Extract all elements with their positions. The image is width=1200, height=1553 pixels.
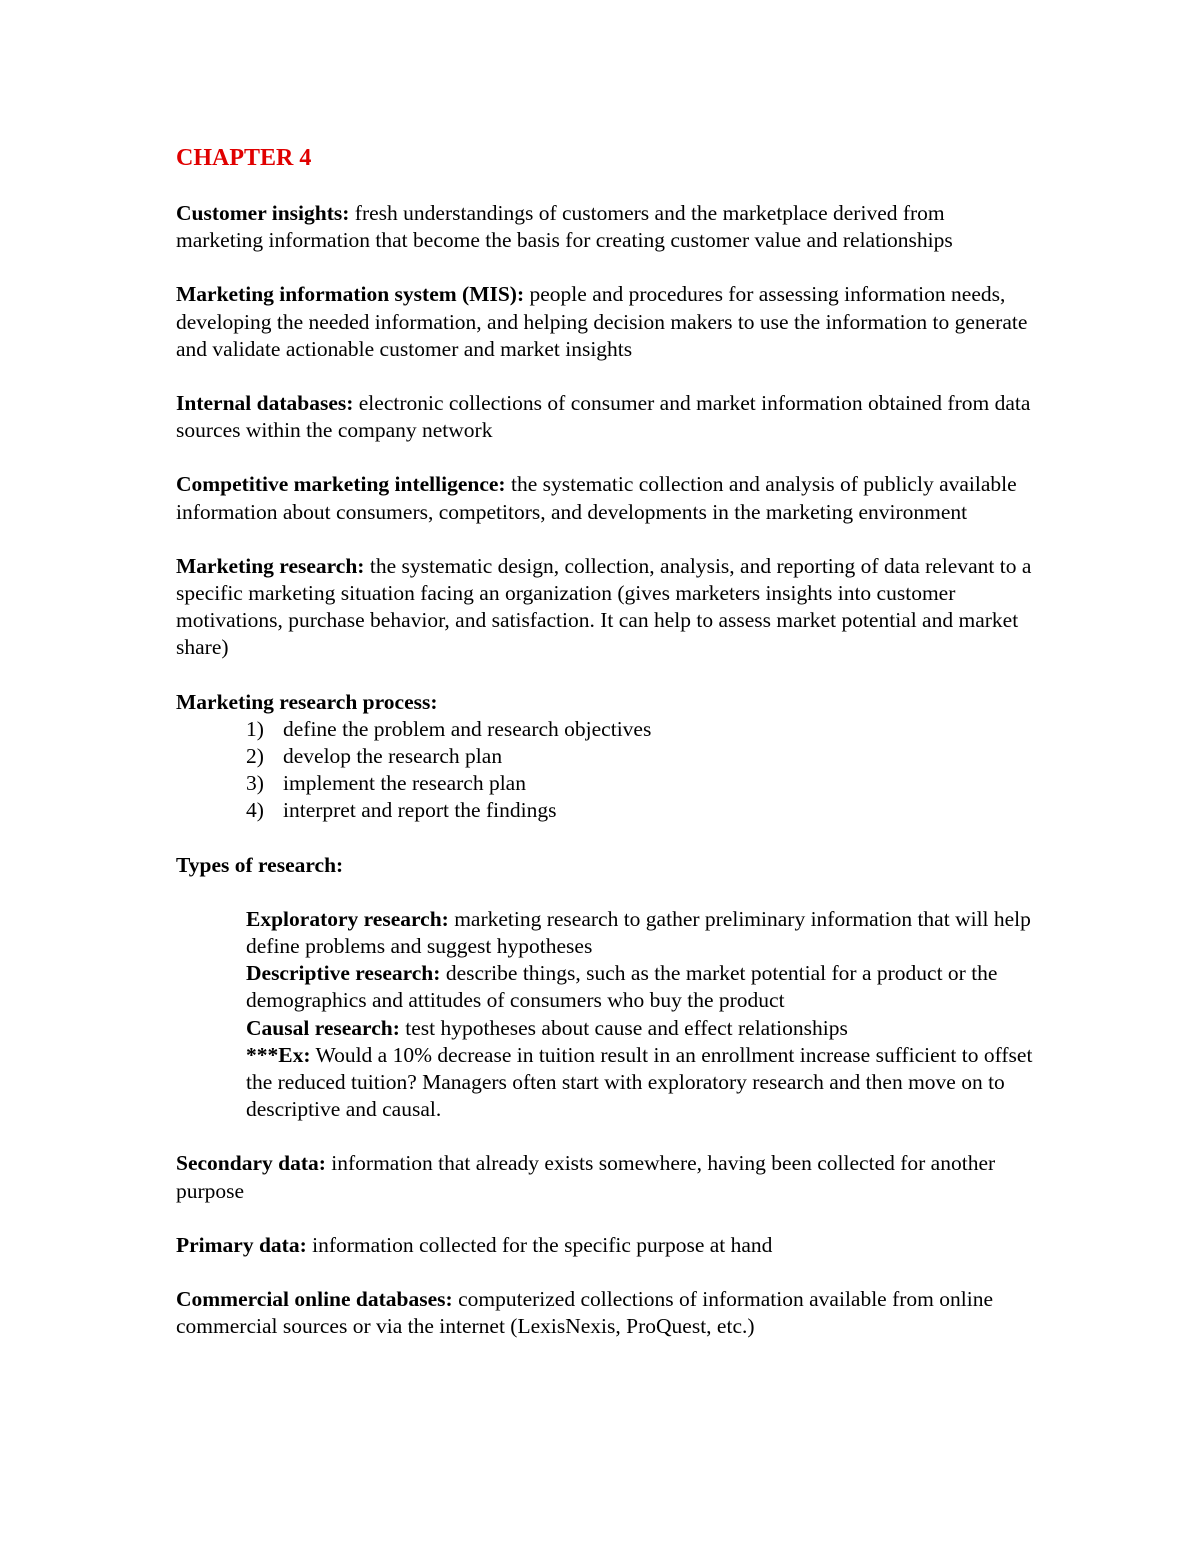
research-type-exploratory xyxy=(246,906,1036,960)
step-text: interpret and report the findings xyxy=(283,798,557,823)
definition-text: people and procedures for assessing information needs, developing the needed information, and helping decision makers to use the information to generate and validate actionable customer and market insights xyxy=(176,282,1028,361)
definition-primary-data xyxy=(176,1232,1036,1259)
research-type-term: Descriptive research: xyxy=(246,961,441,986)
research-type-text: describe things, such as the market potential for a product or the demographics and attitudes of consumers who buy the product xyxy=(246,961,998,1013)
step-text: implement the research plan xyxy=(283,771,526,796)
research-type-term: Causal research: xyxy=(246,1015,400,1040)
definition-secondary-data xyxy=(176,1150,1036,1204)
step-text: develop the research plan xyxy=(283,744,503,769)
research-type-text: marketing research to gather preliminary information that will help define problems and suggest hypotheses xyxy=(246,906,1031,959)
document-page xyxy=(176,142,1036,1368)
definition-text: the systematic design, collection, analysis, and reporting of data relevant to a specific marketing situation facing an organization (gives marketers insights into customer motivations, purchase behavior, and satisfaction. It can help to assess market potential and market share) xyxy=(176,553,1032,660)
research-process-section xyxy=(176,689,1036,825)
definition-term: Secondary data: xyxy=(176,1151,326,1176)
example-label: ***Ex: xyxy=(246,1042,311,1067)
research-type-causal xyxy=(246,1015,1036,1042)
step-number: 1) xyxy=(246,716,264,741)
definition-text: information that already exists somewhere, having been collected for another purpose xyxy=(176,1151,996,1203)
definition-term: Customer insights: xyxy=(176,201,350,225)
step-number: 2) xyxy=(246,744,264,769)
definition-customer-insights xyxy=(176,200,1036,254)
research-type-term: Exploratory research: xyxy=(246,906,449,931)
definition-competitive-intelligence xyxy=(176,471,1036,525)
definition-internal-databases xyxy=(176,390,1036,444)
definition-text: the systematic collection and analysis of publicly available information about consumers, competitors, and developments in the marketing environment xyxy=(176,472,1017,524)
research-type-example xyxy=(246,1042,1036,1124)
definition-term: Primary data: xyxy=(176,1232,307,1257)
definition-text: information collected for the specific purpose at hand xyxy=(312,1232,773,1257)
research-types-heading: Types of research: xyxy=(176,852,344,877)
step-text: define the problem and research objectives xyxy=(283,716,652,741)
list-item xyxy=(246,716,1036,743)
research-process-list xyxy=(176,716,1036,825)
definition-text: electronic collections of consumer and market information obtained from data sources within the company network xyxy=(176,391,1031,443)
definition-term: Commercial online databases: xyxy=(176,1287,453,1312)
list-item xyxy=(246,797,1036,824)
step-number: 4) xyxy=(246,798,264,823)
definition-text: computerized collections of information available from online commercial sources or via the internet (LexisNexis, ProQuest, etc.) xyxy=(176,1287,994,1339)
definition-term: Marketing information system (MIS): xyxy=(176,282,525,307)
definition-text: fresh understandings of customers and the marketplace derived from marketing information that become the basis for creating customer value and relationships xyxy=(176,201,953,253)
definition-marketing-research xyxy=(176,553,1036,662)
list-item xyxy=(246,743,1036,770)
definition-term: Marketing research: xyxy=(176,553,365,578)
research-process-heading: Marketing research process: xyxy=(176,689,438,714)
research-types-list xyxy=(246,906,1036,1124)
definition-term: Internal databases: xyxy=(176,391,354,416)
definition-commercial-online-databases xyxy=(176,1286,1036,1340)
step-number: 3) xyxy=(246,771,264,796)
research-type-descriptive xyxy=(246,960,1036,1014)
example-text: Would a 10% decrease in tuition result in an enrollment increase sufficient to offset the reduced tuition? Managers often start with exploratory research and then move on to descriptive and causal. xyxy=(246,1042,1033,1122)
chapter-title: CHAPTER 4 xyxy=(176,145,312,171)
definition-term: Competitive marketing intelligence: xyxy=(176,472,506,497)
list-item xyxy=(246,770,1036,797)
research-type-text: test hypotheses about cause and effect relationships xyxy=(405,1015,848,1040)
definition-mis xyxy=(176,281,1036,363)
